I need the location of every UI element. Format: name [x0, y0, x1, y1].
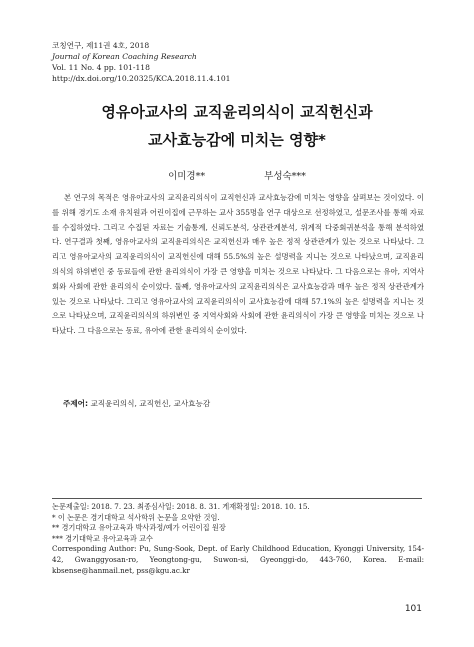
footnote-3: *** 경기대학교 유아교육과 교수: [52, 533, 153, 543]
keywords-label: 주제어:: [63, 399, 89, 408]
author-2: 부성숙***: [264, 171, 306, 182]
keywords: [63, 398, 210, 409]
journal-name: Journal of Korean Coaching Research: [52, 52, 197, 61]
footnote-1: * 이 논문은 경기대학교 석사학위 논문을 요약한 것임.: [52, 512, 220, 522]
paper-title: [0, 98, 474, 154]
journal-doi-link[interactable]: http://dx.doi.org/10.20325/KCA.2018.11.4.101: [52, 74, 231, 83]
corresponding-author: Corresponding Author: Pu, Sung-Sook, Dept. of Early Childhood Education, Kyonggi University, 154-42, Gwanggyosan-ro, Yeongtong-gu, Suwon-si, Gyeonggi-do, 443-760, Korea. E-mail: kbsense@hanmail.net, pss@kgu.ac.kr: [52, 544, 424, 575]
title-line-1: 영유아교사의 교직윤리의식이 교직헌신과: [101, 103, 373, 121]
keywords-text: 교직윤리의식, 교직헌신, 교사효능감: [90, 399, 211, 408]
footnote-2: ** 경기대학교 유아교육과 박사과정/예가 어린이집 원장: [52, 523, 226, 533]
journal-header: [52, 40, 231, 84]
footnotes: [52, 502, 424, 576]
author-1: 이미경**: [168, 171, 206, 182]
page-number: 101: [404, 604, 422, 614]
journal-issue: 코칭연구, 제11권 4호, 2018: [52, 41, 150, 50]
journal-volume: Vol. 11 No. 4 pp. 101-118: [52, 63, 150, 72]
submission-dates: 논문제출일: 2018. 7. 23. 최종심사일: 2018. 8. 31. 게재확정일: 2018. 10. 15.: [52, 502, 310, 511]
footnote-divider: [52, 498, 422, 499]
title-line-2: 교사효능감에 미치는 영향*: [148, 131, 326, 149]
abstract-body: 본 연구의 목적은 영유아교사의 교직윤리의식이 교직헌신과 교사효능감에 미치는 영향을 살펴보는 것이었다. 이를 위해 경기도 소재 유치원과 어린이집에 근무하는 교사 355명을 연구 대상으로 선정하였고, 설문조사를 통해 자료를 수집하였다. 그리고 수집된 자료는 기술통계, 신뢰도분석, 상관관계분석, 위계적 다중회귀분석을 통해 분석하였다. 연구결과 첫째, 영유아교사의 교직윤리의식은 교직헌신과 매우 높은 정적 상관관계가 있는 것으로 나타났다. 그리고 영유아교사의 교직윤리의식이 교직헌신에 대해 55.5%의 높은 설명력을 지니는 것으로 나타났으며, 교직윤리의식의 하위변인 중 동료들에 관한 윤리의식이 가장 큰 영향을 미치는 것으로 나타났다. 그 다음으로는 유아, 지역사회와 사회에 관한 윤리의식 순이었다. 둘째, 영유아교사의 교직윤리의식은 교사효능감과 매우 높은 정적 상관관계가 있는 것으로 나타났다. 그리고 영유아교사의 교직윤리의식이 교사효능감에 대해 57.1%의 높은 설명력을 지니는 것으로 나타났으며, 교직윤리의식의 하위변인 중 지역사회와 사회에 관한 윤리의식이 가장 큰 영향을 미치는 것으로 나타났다. 그 다음으로는 동료, 유아에 관한 윤리의식 순이었다.: [52, 193, 424, 336]
author-list: [0, 168, 474, 182]
